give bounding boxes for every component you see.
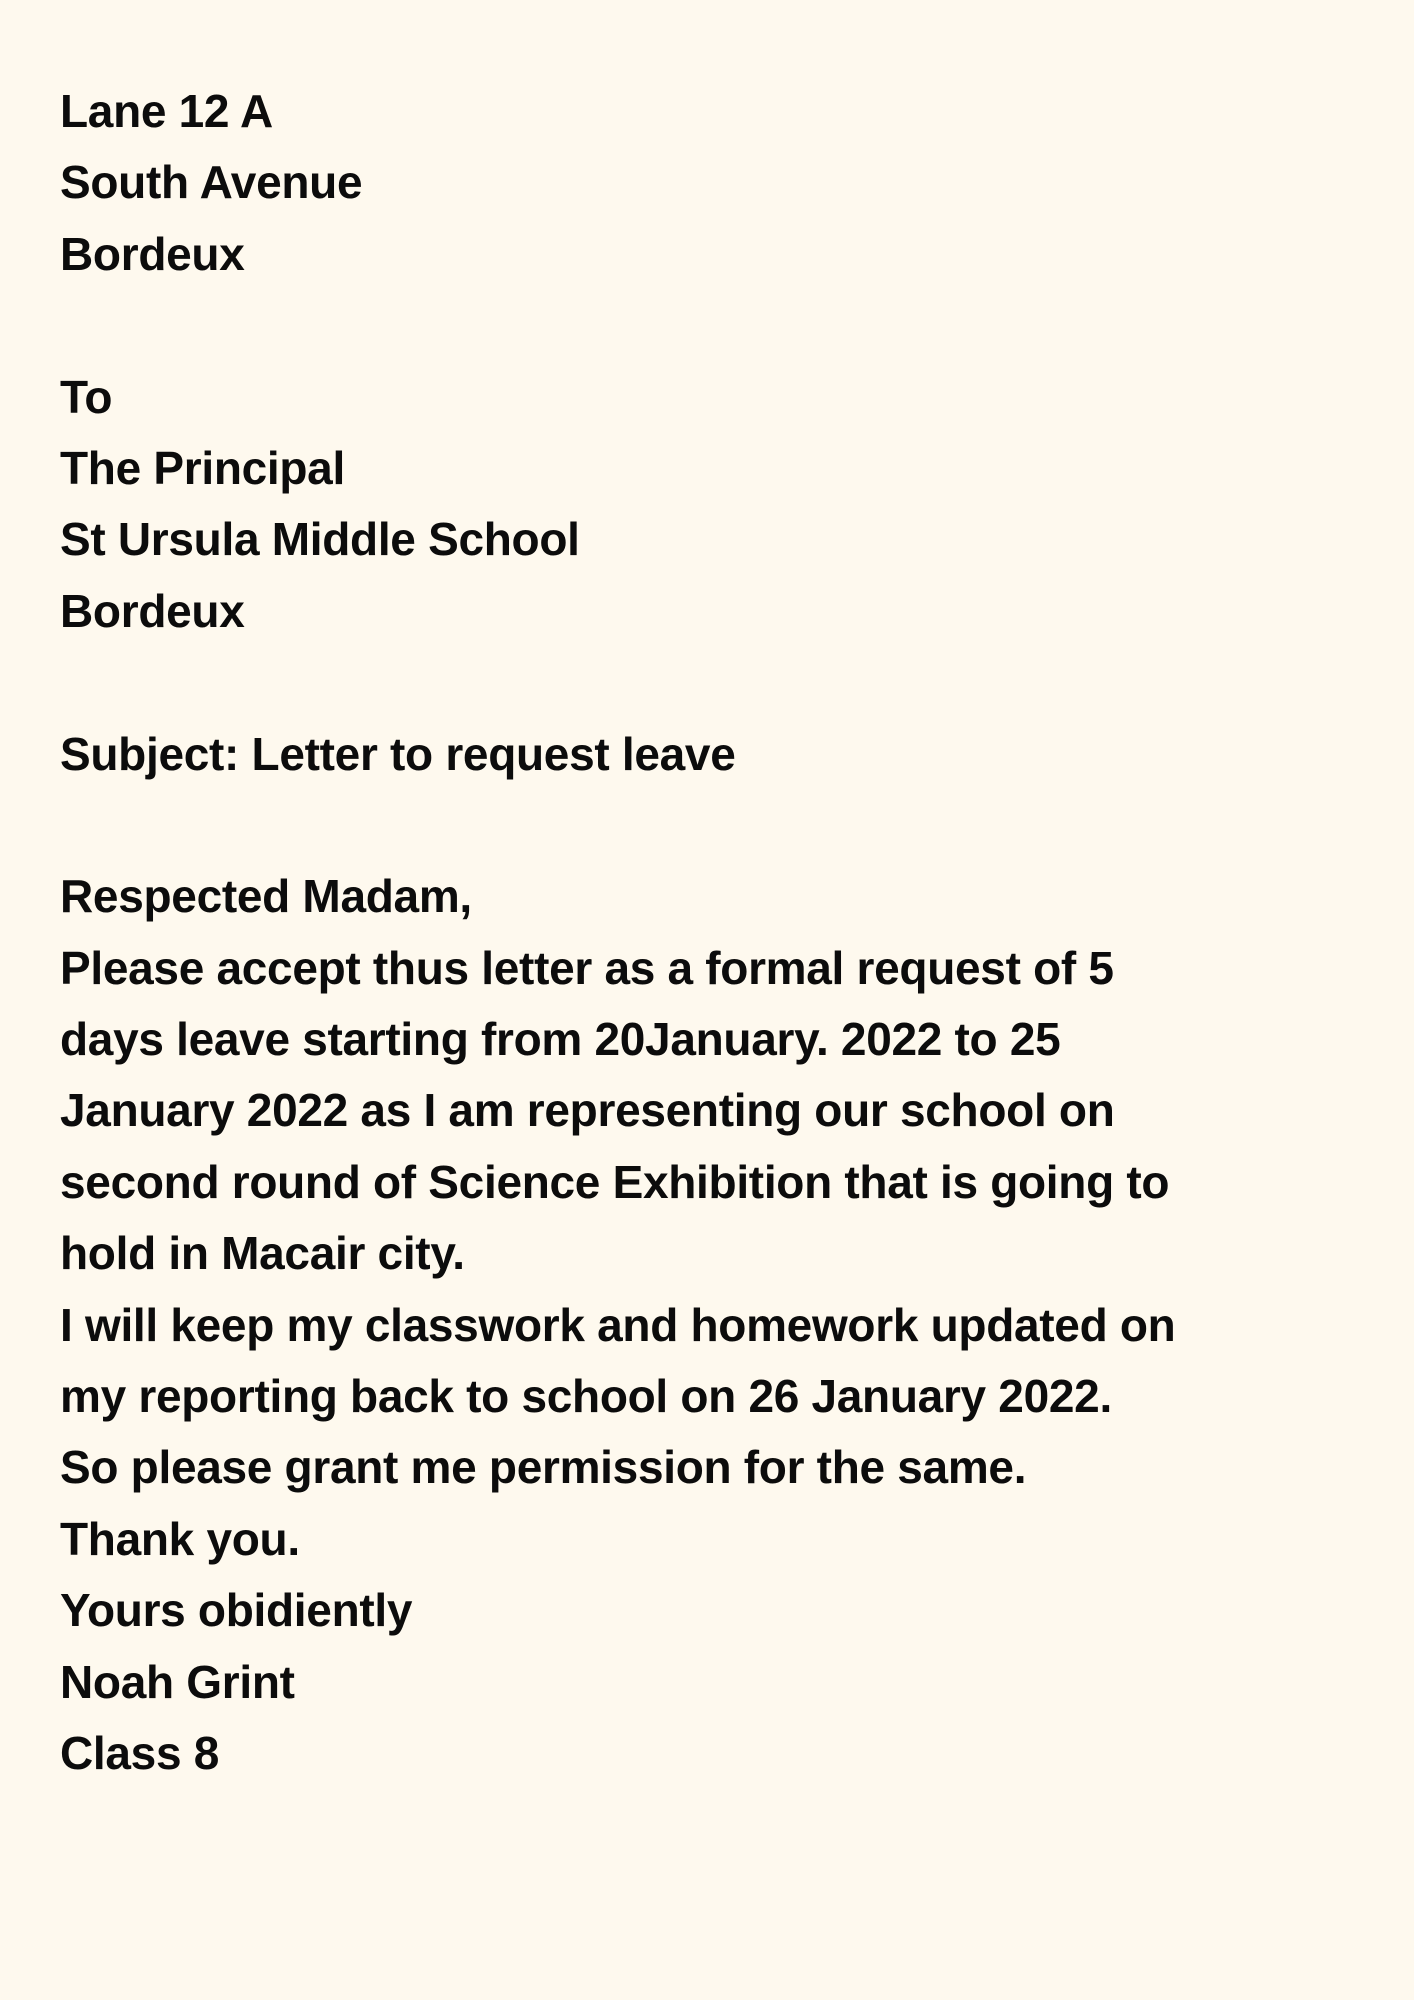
- recipient-line: Bordeux: [60, 584, 245, 637]
- blank-line: [60, 647, 1175, 718]
- signature-name: Noah Grint: [60, 1655, 295, 1708]
- sender-address-line: Lane 12 A: [60, 85, 273, 137]
- body-line: So please grant me permission for the same.: [60, 1441, 1027, 1494]
- signature-class: Class 8: [60, 1726, 220, 1779]
- body-line: January 2022 as I am representing our school on: [60, 1084, 1115, 1137]
- sender-address-line: Bordeux: [60, 227, 245, 280]
- body-line: hold in Macair city.: [60, 1227, 465, 1280]
- recipient-line: St Ursula Middle School: [60, 513, 580, 566]
- blank-line: [60, 290, 1175, 361]
- subject-line: Subject: Letter to request leave: [60, 727, 736, 780]
- body-line: days leave starting from 20January. 2022 to 25: [60, 1013, 1061, 1066]
- body-line: Thank you.: [60, 1512, 300, 1565]
- recipient-line: To: [60, 370, 113, 423]
- salutation: Respected Madam,: [60, 870, 472, 923]
- recipient-line: The Principal: [60, 441, 345, 494]
- letter: [60, 76, 1175, 1789]
- sender-address-line: South Avenue: [60, 156, 363, 209]
- body-line: my reporting back to school on 26 January 2022.: [60, 1370, 1112, 1423]
- body-line: I will keep my classwork and homework updated on: [60, 1298, 1176, 1351]
- blank-line: [60, 790, 1175, 861]
- closing-line: Yours obidiently: [60, 1584, 413, 1637]
- body-line: Please accept thus letter as a formal request of 5: [60, 941, 1114, 994]
- body-line: second round of Science Exhibition that is going to: [60, 1155, 1170, 1208]
